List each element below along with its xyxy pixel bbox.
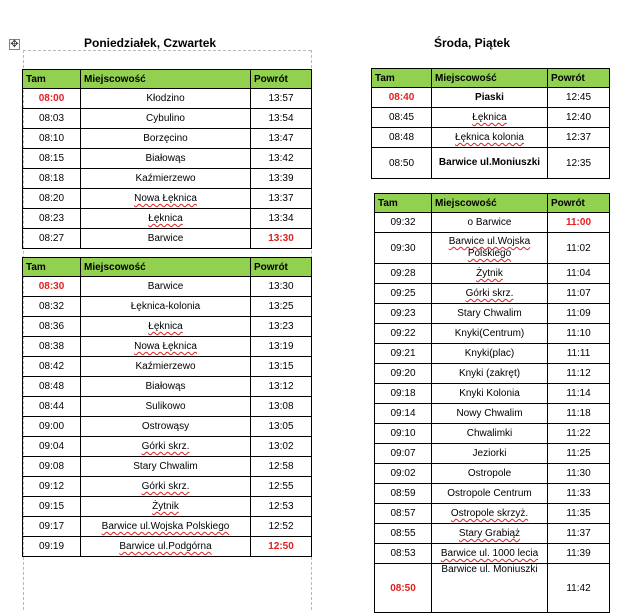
cell-tam: 08:48 bbox=[372, 128, 432, 148]
table-row bbox=[375, 213, 610, 233]
cell-tam: 09:20 bbox=[375, 364, 432, 384]
table-row bbox=[23, 377, 312, 397]
col-header-tam: Tam bbox=[23, 258, 81, 277]
col-header-powrot: Powrót bbox=[548, 194, 610, 213]
cell-powrot: 11:07 bbox=[548, 284, 610, 304]
place-name: Barwice ul. 1000 lecia bbox=[440, 548, 539, 559]
cell-miejscowosc bbox=[432, 324, 548, 344]
cell-tam: 08:30 bbox=[23, 277, 81, 297]
place-name: Barwice ul.Podgórna bbox=[119, 541, 212, 552]
table-row bbox=[23, 537, 312, 557]
cell-tam: 08:23 bbox=[23, 209, 81, 229]
place-name: Borzęcino bbox=[143, 133, 188, 144]
col-header-miejscowosc: Miejscowość bbox=[81, 258, 251, 277]
cell-tam: 09:00 bbox=[23, 417, 81, 437]
cell-miejscowosc bbox=[81, 477, 251, 497]
cell-tam: 08:15 bbox=[23, 149, 81, 169]
cell-powrot: 11:09 bbox=[548, 304, 610, 324]
cell-tam: 09:17 bbox=[23, 517, 81, 537]
table-row bbox=[23, 357, 312, 377]
place-name: Łęknica-kolonia bbox=[130, 301, 201, 312]
cell-powrot: 12:58 bbox=[251, 457, 312, 477]
table-row bbox=[372, 128, 610, 148]
cell-miejscowosc bbox=[432, 524, 548, 544]
table-row bbox=[375, 264, 610, 284]
cell-powrot: 13:39 bbox=[251, 169, 312, 189]
cell-miejscowosc bbox=[81, 517, 251, 537]
cell-miejscowosc bbox=[432, 108, 548, 128]
place-name: Ostropole Centrum bbox=[447, 488, 532, 499]
cell-powrot: 11:39 bbox=[548, 544, 610, 564]
cell-tam: 08:40 bbox=[372, 88, 432, 108]
cell-miejscowosc bbox=[81, 457, 251, 477]
cell-tam: 09:18 bbox=[375, 384, 432, 404]
cell-miejscowosc bbox=[432, 364, 548, 384]
place-name: Knyki(plac) bbox=[464, 348, 515, 359]
cell-tam: 08:36 bbox=[23, 317, 81, 337]
cell-tam: 09:08 bbox=[23, 457, 81, 477]
table-row bbox=[372, 148, 610, 179]
cell-powrot: 13:37 bbox=[251, 189, 312, 209]
cell-miejscowosc bbox=[432, 504, 548, 524]
cell-miejscowosc bbox=[81, 297, 251, 317]
cell-tam: 08:32 bbox=[23, 297, 81, 317]
table-row bbox=[375, 384, 610, 404]
cell-miejscowosc bbox=[432, 424, 548, 444]
cell-tam: 09:14 bbox=[375, 404, 432, 424]
cell-tam: 09:19 bbox=[23, 537, 81, 557]
cell-miejscowosc bbox=[81, 169, 251, 189]
col-header-miejscowosc: Miejscowość bbox=[432, 69, 548, 88]
cell-powrot: 12:50 bbox=[251, 537, 312, 557]
cell-miejscowosc bbox=[432, 544, 548, 564]
table-row bbox=[23, 209, 312, 229]
cell-miejscowosc bbox=[432, 404, 548, 424]
place-name: Barwice bbox=[147, 233, 184, 244]
cell-powrot: 13:02 bbox=[251, 437, 312, 457]
cell-powrot: 13:25 bbox=[251, 297, 312, 317]
cell-powrot: 13:05 bbox=[251, 417, 312, 437]
cell-tam: 08:42 bbox=[23, 357, 81, 377]
cell-miejscowosc bbox=[432, 464, 548, 484]
cell-miejscowosc bbox=[432, 264, 548, 284]
place-name: Sulikowo bbox=[145, 401, 186, 412]
cell-miejscowosc bbox=[81, 537, 251, 557]
cell-miejscowosc bbox=[81, 189, 251, 209]
cell-miejscowosc bbox=[81, 497, 251, 517]
cell-miejscowosc bbox=[81, 397, 251, 417]
col-header-tam: Tam bbox=[23, 70, 81, 89]
cell-tam: 08:20 bbox=[23, 189, 81, 209]
cell-tam: 08:48 bbox=[23, 377, 81, 397]
cell-tam: 08:53 bbox=[375, 544, 432, 564]
place-name: Białowąs bbox=[145, 381, 186, 392]
place-name: Żytnik bbox=[476, 268, 503, 279]
cell-miejscowosc bbox=[81, 149, 251, 169]
cell-tam: 08:59 bbox=[375, 484, 432, 504]
cell-powrot: 12:45 bbox=[548, 88, 610, 108]
table-row bbox=[23, 397, 312, 417]
cell-tam: 08:57 bbox=[375, 504, 432, 524]
place-name: Górki skrz. bbox=[141, 441, 190, 452]
col-header-tam: Tam bbox=[375, 194, 432, 213]
cell-miejscowosc bbox=[81, 129, 251, 149]
cell-miejscowosc bbox=[432, 484, 548, 504]
cell-powrot: 11:35 bbox=[548, 504, 610, 524]
place-name: Barwice ul.Wojska Polskiego bbox=[448, 236, 531, 259]
cell-powrot: 11:18 bbox=[548, 404, 610, 424]
cell-powrot: 12:52 bbox=[251, 517, 312, 537]
cell-tam: 09:25 bbox=[375, 284, 432, 304]
cell-tam: 08:50 bbox=[375, 564, 432, 613]
cell-tam: 09:30 bbox=[375, 233, 432, 264]
cell-miejscowosc bbox=[81, 209, 251, 229]
cell-tam: 09:32 bbox=[375, 213, 432, 233]
table-row bbox=[375, 444, 610, 464]
place-name: Stary Chwalim bbox=[457, 308, 522, 319]
table-row bbox=[375, 564, 610, 613]
table-row bbox=[23, 317, 312, 337]
cell-powrot: 13:30 bbox=[251, 229, 312, 249]
place-name: Kaźmierzewo bbox=[135, 173, 196, 184]
cell-miejscowosc bbox=[432, 88, 548, 108]
cell-tam: 08:44 bbox=[23, 397, 81, 417]
cell-powrot: 11:42 bbox=[548, 564, 610, 613]
table-row bbox=[23, 229, 312, 249]
cell-powrot: 11:33 bbox=[548, 484, 610, 504]
cell-miejscowosc bbox=[81, 337, 251, 357]
table-row bbox=[375, 344, 610, 364]
schedule-table-mon-thu-2 bbox=[22, 257, 312, 557]
cell-powrot: 12:40 bbox=[548, 108, 610, 128]
table-header-row bbox=[372, 69, 610, 88]
left-days-heading: Poniedziałek, Czwartek bbox=[84, 36, 217, 50]
cell-powrot: 12:35 bbox=[548, 148, 610, 179]
place-name: Łęknica bbox=[148, 213, 183, 224]
place-name: Kaźmierzewo bbox=[135, 361, 196, 372]
cell-powrot: 11:22 bbox=[548, 424, 610, 444]
place-name: Kłodzino bbox=[146, 93, 185, 104]
cell-tam: 08:10 bbox=[23, 129, 81, 149]
cell-miejscowosc bbox=[81, 357, 251, 377]
cell-powrot: 11:04 bbox=[548, 264, 610, 284]
table-row bbox=[23, 497, 312, 517]
place-name: Nowy Chwalim bbox=[456, 408, 523, 419]
cell-tam: 09:23 bbox=[375, 304, 432, 324]
cell-powrot: 13:57 bbox=[251, 89, 312, 109]
table-row bbox=[23, 417, 312, 437]
col-header-miejscowosc: Miejscowość bbox=[81, 70, 251, 89]
place-name: Barwice ul. Moniuszki bbox=[441, 564, 538, 575]
table-row bbox=[375, 504, 610, 524]
table-header-row bbox=[375, 194, 610, 213]
cell-miejscowosc bbox=[432, 128, 548, 148]
cell-miejscowosc bbox=[432, 284, 548, 304]
place-name: Barwice bbox=[147, 281, 184, 292]
cell-powrot: 13:30 bbox=[251, 277, 312, 297]
table-row bbox=[23, 297, 312, 317]
cell-powrot: 13:15 bbox=[251, 357, 312, 377]
table-row bbox=[23, 517, 312, 537]
cell-miejscowosc bbox=[81, 437, 251, 457]
cell-tam: 09:21 bbox=[375, 344, 432, 364]
place-name: Knyki Kolonia bbox=[459, 388, 520, 399]
place-name: Knyki(Centrum) bbox=[454, 328, 525, 339]
table-row bbox=[375, 304, 610, 324]
table-row bbox=[23, 337, 312, 357]
cell-powrot: 11:14 bbox=[548, 384, 610, 404]
place-name: Górki skrz. bbox=[141, 481, 190, 492]
cell-tam: 08:00 bbox=[23, 89, 81, 109]
table-row bbox=[375, 424, 610, 444]
cell-miejscowosc bbox=[432, 384, 548, 404]
table-row bbox=[23, 149, 312, 169]
cell-tam: 09:10 bbox=[375, 424, 432, 444]
cell-miejscowosc bbox=[81, 317, 251, 337]
cell-tam: 08:18 bbox=[23, 169, 81, 189]
col-header-powrot: Powrót bbox=[251, 70, 312, 89]
place-name: Łęknica bbox=[472, 112, 507, 123]
place-name: Barwice ul.Wojska Polskiego bbox=[101, 521, 230, 532]
col-header-miejscowosc: Miejscowość bbox=[432, 194, 548, 213]
cell-powrot: 13:34 bbox=[251, 209, 312, 229]
cell-powrot: 11:25 bbox=[548, 444, 610, 464]
table-row bbox=[23, 169, 312, 189]
place-name: Nowa Łęknica bbox=[134, 341, 197, 352]
cell-miejscowosc bbox=[432, 213, 548, 233]
table-row bbox=[375, 233, 610, 264]
cell-powrot: 11:11 bbox=[548, 344, 610, 364]
cell-tam: 08:50 bbox=[372, 148, 432, 179]
cell-powrot: 13:19 bbox=[251, 337, 312, 357]
cell-powrot: 12:37 bbox=[548, 128, 610, 148]
cell-tam: 09:28 bbox=[375, 264, 432, 284]
cell-powrot: 13:54 bbox=[251, 109, 312, 129]
table-row bbox=[23, 89, 312, 109]
place-name: Stary Chwalim bbox=[133, 461, 198, 472]
col-header-tam: Tam bbox=[372, 69, 432, 88]
cell-miejscowosc bbox=[432, 304, 548, 324]
cell-tam: 09:02 bbox=[375, 464, 432, 484]
cell-powrot: 13:08 bbox=[251, 397, 312, 417]
place-name: Barwice ul.Moniuszki bbox=[438, 157, 541, 168]
cell-tam: 08:45 bbox=[372, 108, 432, 128]
col-header-powrot: Powrót bbox=[251, 258, 312, 277]
col-header-powrot: Powrót bbox=[548, 69, 610, 88]
cell-powrot: 11:02 bbox=[548, 233, 610, 264]
place-name: Chwalimki bbox=[466, 428, 513, 439]
cell-miejscowosc bbox=[81, 377, 251, 397]
table-row bbox=[375, 544, 610, 564]
table-row bbox=[375, 404, 610, 424]
place-name: Knyki (zakręt) bbox=[458, 368, 521, 379]
cell-powrot: 13:47 bbox=[251, 129, 312, 149]
cell-powrot: 12:55 bbox=[251, 477, 312, 497]
cell-miejscowosc bbox=[432, 233, 548, 264]
cell-miejscowosc bbox=[81, 277, 251, 297]
cell-powrot: 11:30 bbox=[548, 464, 610, 484]
cell-miejscowosc bbox=[81, 417, 251, 437]
place-name: Łęknica kolonia bbox=[455, 132, 524, 143]
cell-miejscowosc bbox=[81, 109, 251, 129]
place-name: Nowa Łęknica bbox=[134, 193, 197, 204]
cell-powrot: 13:23 bbox=[251, 317, 312, 337]
place-name: Górki skrz. bbox=[465, 288, 514, 299]
cell-miejscowosc bbox=[432, 564, 548, 613]
cell-miejscowosc bbox=[432, 344, 548, 364]
place-name: Ostropole skrzyż. bbox=[450, 508, 529, 519]
cell-powrot: 13:42 bbox=[251, 149, 312, 169]
cell-miejscowosc bbox=[81, 89, 251, 109]
table-row bbox=[372, 108, 610, 128]
table-row bbox=[23, 437, 312, 457]
place-name: o Barwice bbox=[467, 217, 512, 228]
table-row bbox=[375, 524, 610, 544]
table-header-row bbox=[23, 258, 312, 277]
cell-tam: 08:55 bbox=[375, 524, 432, 544]
cell-tam: 09:22 bbox=[375, 324, 432, 344]
place-name: Stary Grabiąż bbox=[458, 528, 521, 539]
schedule-table-wed-fri-2 bbox=[374, 193, 610, 613]
cell-powrot: 11:37 bbox=[548, 524, 610, 544]
cell-tam: 09:12 bbox=[23, 477, 81, 497]
table-row bbox=[23, 457, 312, 477]
table-row bbox=[375, 364, 610, 384]
cell-tam: 09:07 bbox=[375, 444, 432, 464]
table-row bbox=[23, 129, 312, 149]
cell-powrot: 12:53 bbox=[251, 497, 312, 517]
cell-powrot: 11:10 bbox=[548, 324, 610, 344]
place-name: Ostropole bbox=[467, 468, 512, 479]
cell-powrot: 13:12 bbox=[251, 377, 312, 397]
table-row bbox=[23, 477, 312, 497]
page-guide-top bbox=[23, 50, 311, 51]
table-row bbox=[23, 189, 312, 209]
schedule-table-wed-fri-1 bbox=[371, 68, 610, 179]
cell-powrot: 11:12 bbox=[548, 364, 610, 384]
table-row bbox=[375, 324, 610, 344]
cell-tam: 08:03 bbox=[23, 109, 81, 129]
cell-miejscowosc bbox=[81, 229, 251, 249]
table-move-handle-icon[interactable]: ✥ bbox=[10, 39, 19, 50]
table-row bbox=[23, 109, 312, 129]
cell-miejscowosc bbox=[432, 148, 548, 179]
place-name: Jeziorki bbox=[472, 448, 507, 459]
place-name: Łęknica bbox=[148, 321, 183, 332]
table-row bbox=[375, 484, 610, 504]
table-row bbox=[375, 464, 610, 484]
right-days-heading: Środa, Piątek bbox=[434, 36, 511, 50]
table-row bbox=[375, 284, 610, 304]
place-name: Cybulino bbox=[146, 113, 185, 124]
place-name: Piaski bbox=[475, 92, 504, 103]
place-name: Żytnik bbox=[152, 501, 179, 512]
cell-tam: 09:04 bbox=[23, 437, 81, 457]
table-row bbox=[372, 88, 610, 108]
place-name: Ostrowąsy bbox=[141, 421, 190, 432]
table-header-row bbox=[23, 70, 312, 89]
place-name: Białowąs bbox=[145, 153, 186, 164]
cell-tam: 09:15 bbox=[23, 497, 81, 517]
schedule-table-mon-thu-1 bbox=[22, 69, 312, 249]
cell-powrot: 11:00 bbox=[548, 213, 610, 233]
cell-miejscowosc bbox=[432, 444, 548, 464]
cell-tam: 08:38 bbox=[23, 337, 81, 357]
cell-tam: 08:27 bbox=[23, 229, 81, 249]
table-row bbox=[23, 277, 312, 297]
